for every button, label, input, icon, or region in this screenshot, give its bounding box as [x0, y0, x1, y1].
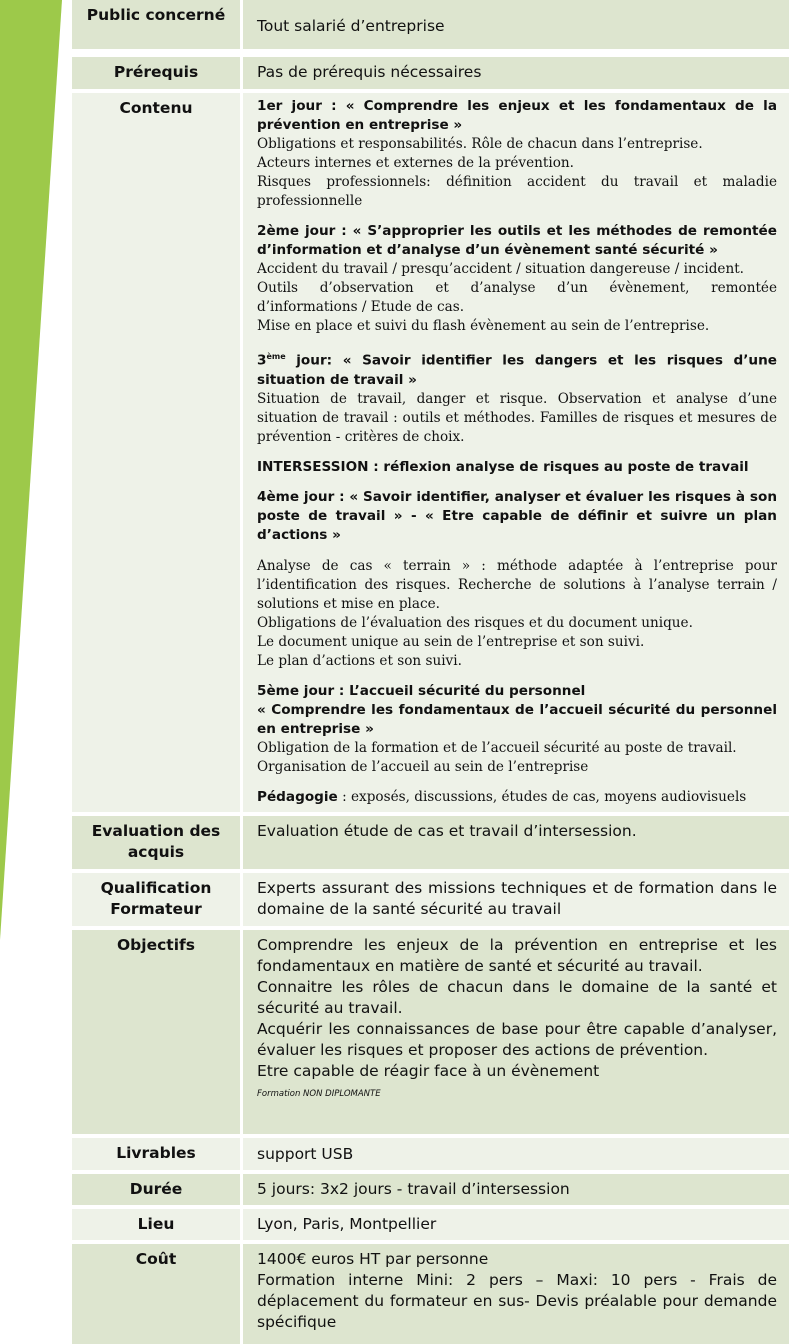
- objectif-line: Comprendre les enjeux de la prévention en entreprise et les fondamentaux en matière de santé et sécurité au travail.: [257, 936, 777, 975]
- green-accent-shape: [0, 0, 72, 1341]
- row-duree: [72, 1174, 789, 1209]
- day2-line: Mise en place et suivi du flash évènement au sein de l’entreprise.: [257, 318, 710, 334]
- pedagogie-block: [257, 788, 777, 807]
- day4-line: Analyse de cas « terrain » : méthode adaptée à l’entreprise pour l’identification des risques. Recherche de solutions à l’analyse terrain / solutions et mise en place.: [257, 557, 777, 612]
- pedagogie-label: Pédagogie: [257, 788, 338, 805]
- row-public: [72, 0, 789, 53]
- qualification-value: Experts assurant des missions techniques et de formation dans le domaine de la santé sécurité au travail: [243, 873, 789, 926]
- day2-line: Outils d’observation et d’analyse d’un évènement, remontée d’informations / Etude de cas.: [257, 280, 777, 315]
- day5-heading: 5ème jour : L’accueil sécurité du personnel: [257, 682, 586, 699]
- public-label: Public concerné: [72, 0, 240, 49]
- day5-line: Organisation de l’accueil au sein de l’entreprise: [257, 758, 589, 775]
- objectif-line: Connaitre les rôles de chacun dans le domaine de la santé et sécurité au travail.: [257, 978, 777, 1017]
- evaluation-label: Evaluation des acquis: [72, 816, 240, 869]
- lieu-label: Lieu: [72, 1209, 240, 1240]
- duree-label: Durée: [72, 1174, 240, 1205]
- prerequis-label: Prérequis: [72, 57, 240, 89]
- day2-line: Accident du travail / presqu’accident / situation dangereuse / incident.: [257, 261, 744, 277]
- duree-value: 5 jours: 3x2 jours - travail d’intersession: [243, 1174, 789, 1205]
- day3-line: Situation de travail, danger et risque. Observation et analyse d’une situation de travail : outils et méthodes. Familles de risques et mesures de prévention - critères de choix.: [257, 390, 777, 445]
- row-contenu: [72, 93, 789, 816]
- row-evaluation: [72, 816, 789, 873]
- cout-line: Formation interne Mini: 2 pers – Maxi: 10 pers - Frais de déplacement du formateur en sus- Devis préalable pour demande spécifique: [257, 1271, 777, 1331]
- day4-heading: 4ème jour : « Savoir identifier, analyser et évaluer les risques à son poste de travail » - « Etre capable de définir et suivre un plan d’actions »: [257, 488, 777, 543]
- day1-line: Obligations et responsabilités. Rôle de chacun dans l’entreprise.: [257, 136, 703, 152]
- objectifs-value: [243, 930, 789, 1134]
- contenu-value: [243, 93, 789, 812]
- non-diplomante-note: Formation NON DIPLOMANTE: [257, 1089, 381, 1099]
- objectif-line: Acquérir les connaissances de base pour être capable d’analyser, évaluer les risques et proposer des actions de prévention.: [257, 1020, 777, 1059]
- day4-line: Le plan d’actions et son suivi.: [257, 652, 462, 669]
- objectifs-label: Objectifs: [72, 930, 240, 1134]
- day3-block: [257, 347, 777, 447]
- contenu-label: Contenu: [72, 93, 240, 812]
- livrables-value: support USB: [243, 1138, 789, 1170]
- cout-line: 1400€ euros HT par personne: [257, 1250, 489, 1268]
- row-livrables: [72, 1138, 789, 1174]
- livrables-label: Livrables: [72, 1138, 240, 1170]
- pedagogie-text: : exposés, discussions, études de cas, moyens audiovisuels: [337, 788, 747, 805]
- cout-value: [243, 1244, 789, 1344]
- day1-line: Acteurs internes et externes de la prévention.: [257, 155, 574, 171]
- row-prerequis: [72, 57, 789, 93]
- intersession-block: [257, 458, 777, 477]
- row-cout: [72, 1244, 789, 1344]
- cout-label: Coût: [72, 1244, 240, 1344]
- day4-block: [257, 488, 777, 671]
- prerequis-value: Pas de prérequis nécessaires: [243, 57, 789, 89]
- day2-heading: 2ème jour : « S’approprier les outils et les méthodes de remontée d’information et d’analyse d’un évènement santé sécurité »: [257, 223, 777, 258]
- row-qualification: [72, 873, 789, 930]
- evaluation-value: Evaluation étude de cas et travail d’intersession.: [243, 816, 789, 869]
- day1-line: Risques professionnels: définition accident du travail et maladie professionnelle: [257, 174, 777, 209]
- pedagogie-line: [257, 788, 777, 807]
- day4-line: Le document unique au sein de l’entreprise et son suivi.: [257, 633, 645, 650]
- day5-subheading: « Comprendre les fondamentaux de l’accueil sécurité du personnel en entreprise »: [257, 701, 777, 737]
- day5-line: Obligation de la formation et de l’accueil sécurité au poste de travail.: [257, 739, 737, 756]
- objectif-line: Etre capable de réagir face à un évènement: [257, 1062, 600, 1080]
- day1-block: [257, 97, 777, 211]
- day5-block: [257, 682, 777, 777]
- day3-heading: 3ème jour: « Savoir identifier les dangers et les risques d’une situation de travail »: [257, 352, 777, 388]
- row-objectifs: [72, 930, 789, 1138]
- day2-block: [257, 222, 777, 336]
- public-value: Tout salarié d’entreprise: [243, 0, 789, 49]
- course-table: [72, 0, 789, 1344]
- day1-heading: 1er jour : « Comprendre les enjeux et les fondamentaux de la prévention en entreprise »: [257, 98, 777, 133]
- day4-line: Obligations de l’évaluation des risques et du document unique.: [257, 614, 693, 631]
- qualification-label: Qualification Formateur: [72, 873, 240, 926]
- lieu-value: Lyon, Paris, Montpellier: [243, 1209, 789, 1240]
- intersession-heading: INTERSESSION : réflexion analyse de risques au poste de travail: [257, 458, 749, 475]
- row-lieu: [72, 1209, 789, 1244]
